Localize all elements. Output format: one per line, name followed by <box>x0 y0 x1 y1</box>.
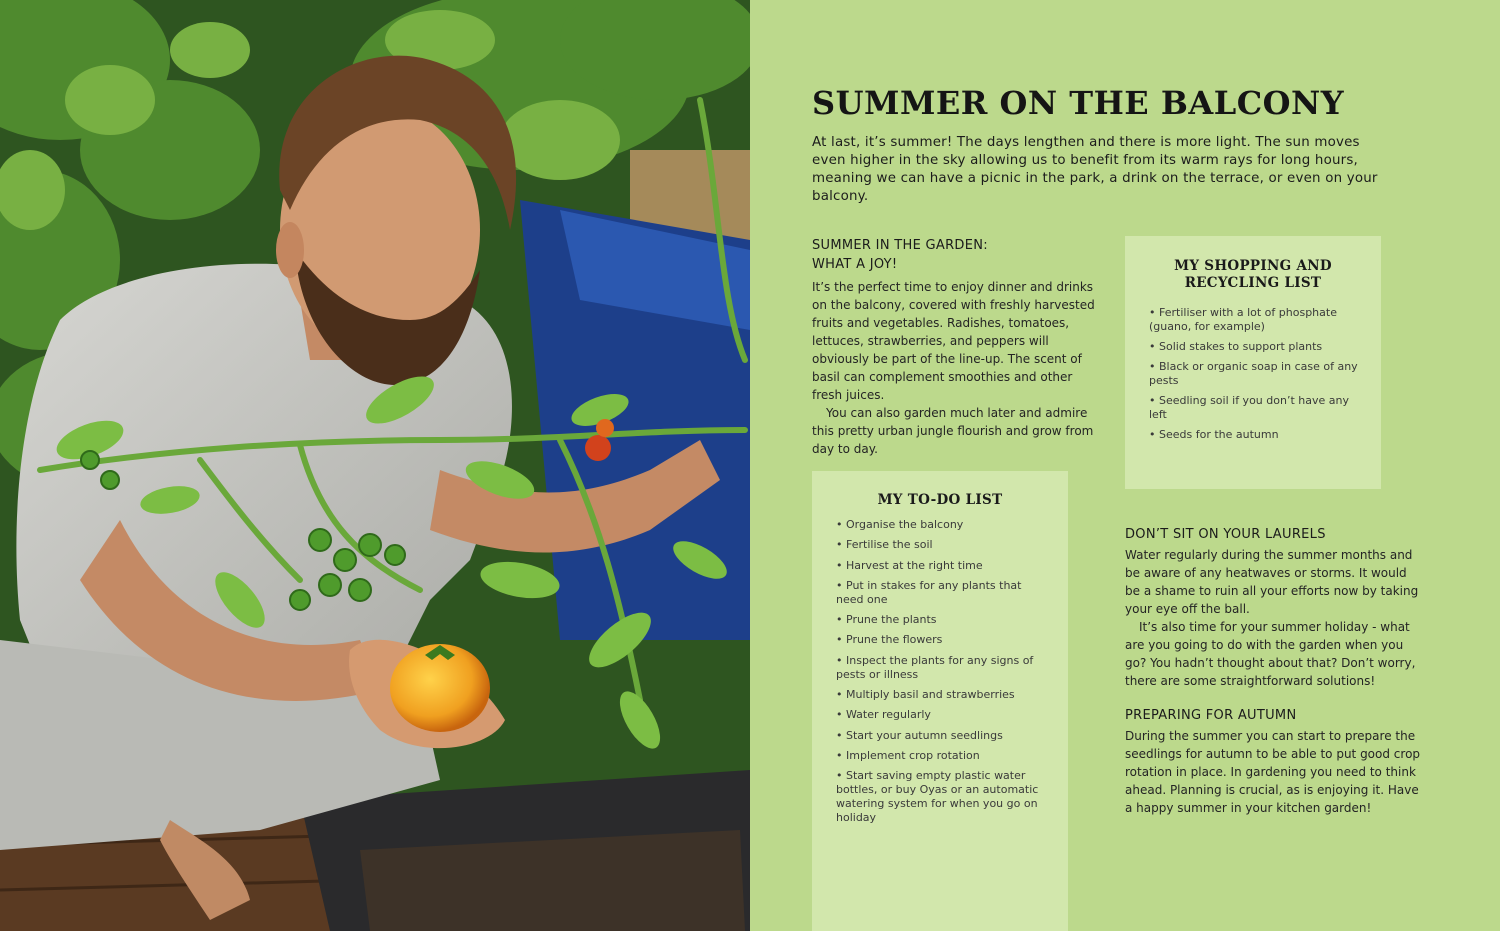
list-item: • Start your autumn seedlings <box>836 729 1052 743</box>
shopping-list-box <box>1125 236 1381 489</box>
list-item: • Organise the balcony <box>836 518 1052 532</box>
laurels-section <box>1125 525 1425 690</box>
list-item: • Put in stakes for any plants that need one <box>836 579 1052 607</box>
intro-paragraph: At last, it’s summer! The days lengthen and there is more light. The sun moves even higher in the sky allowing us to benefit from its warm rays for long hours, meaning we can have a picnic in the park, a drink on the terrace, or even on your balcony. <box>812 135 1378 204</box>
garden-paragraph-2: You can also garden much later and admire this pretty urban jungle flourish and grow from day to day. <box>812 406 1094 456</box>
list-item: • Black or organic soap in case of any pests <box>1149 360 1363 388</box>
shopping-list <box>1149 306 1363 442</box>
list-item: • Seedling soil if you don’t have any left <box>1149 394 1363 422</box>
laurels-paragraph-2: It’s also time for your summer holiday - what are you going to do with the garden when you go? You hadn’t thought about that? Don’t worry, there are some straightforward solutions! <box>1125 620 1416 688</box>
list-item: • Fertiliser with a lot of phosphate (guano, for example) <box>1149 306 1363 334</box>
garden-heading <box>812 236 1104 274</box>
autumn-paragraph-1: During the summer you can start to prepare the seedlings for autumn to be able to put good crop rotation in place. In gardening you need to think ahead. Planning is crucial, as is enjoying it. Have a happy summer in your kitchen garden! <box>1125 729 1421 815</box>
list-item: • Water regularly <box>836 708 1052 722</box>
todo-list-box <box>812 471 1068 931</box>
todo-list-title: MY TO-DO LIST <box>877 492 1003 508</box>
list-item: • Inspect the plants for any signs of pests or illness <box>836 654 1052 682</box>
list-item: • Solid stakes to support plants <box>1149 340 1363 354</box>
garden-section <box>812 236 1104 458</box>
list-item: • Multiply basil and strawberries <box>836 688 1052 702</box>
autumn-section <box>1125 706 1425 817</box>
list-item: • Harvest at the right time <box>836 559 1052 573</box>
garden-paragraph-1: It’s the perfect time to enjoy dinner and drinks on the balcony, covered with freshly harvested fruits and vegetables. Radishes, tomatoes, lettuces, strawberries, and peppers will obviously be part of the line-up. The scent of basil can complement smoothies and other fresh juices. <box>812 280 1095 402</box>
list-item: • Prune the plants <box>836 613 1052 627</box>
list-item: • Seeds for the autumn <box>1149 428 1363 442</box>
list-item: • Prune the flowers <box>836 633 1052 647</box>
todo-list <box>836 518 1052 825</box>
page-title: SUMMER ON THE BALCONY <box>812 84 1345 122</box>
list-item: • Implement crop rotation <box>836 749 1052 763</box>
laurels-paragraph-1: Water regularly during the summer months and be aware of any heatwaves or storms. It would be a shame to ruin all your efforts now by taking your eye off the ball. <box>1125 548 1419 616</box>
list-item: • Fertilise the soil <box>836 538 1052 552</box>
garden-heading-line1: SUMMER IN THE GARDEN: <box>812 238 988 253</box>
shopping-title-line2: RECYCLING LIST <box>1184 275 1322 291</box>
garden-heading-line2: WHAT A JOY! <box>812 257 898 272</box>
autumn-heading: PREPARING FOR AUTUMN <box>1125 708 1297 723</box>
shopping-title-line1: MY SHOPPING AND <box>1174 258 1332 274</box>
list-item: • Start saving empty plastic water bottles, or buy Oyas or an automatic watering system for when you go on holiday <box>836 769 1052 825</box>
laurels-heading: DON’T SIT ON YOUR LAURELS <box>1125 527 1326 542</box>
article-page <box>750 0 1500 931</box>
shopping-list-title <box>1125 258 1381 292</box>
